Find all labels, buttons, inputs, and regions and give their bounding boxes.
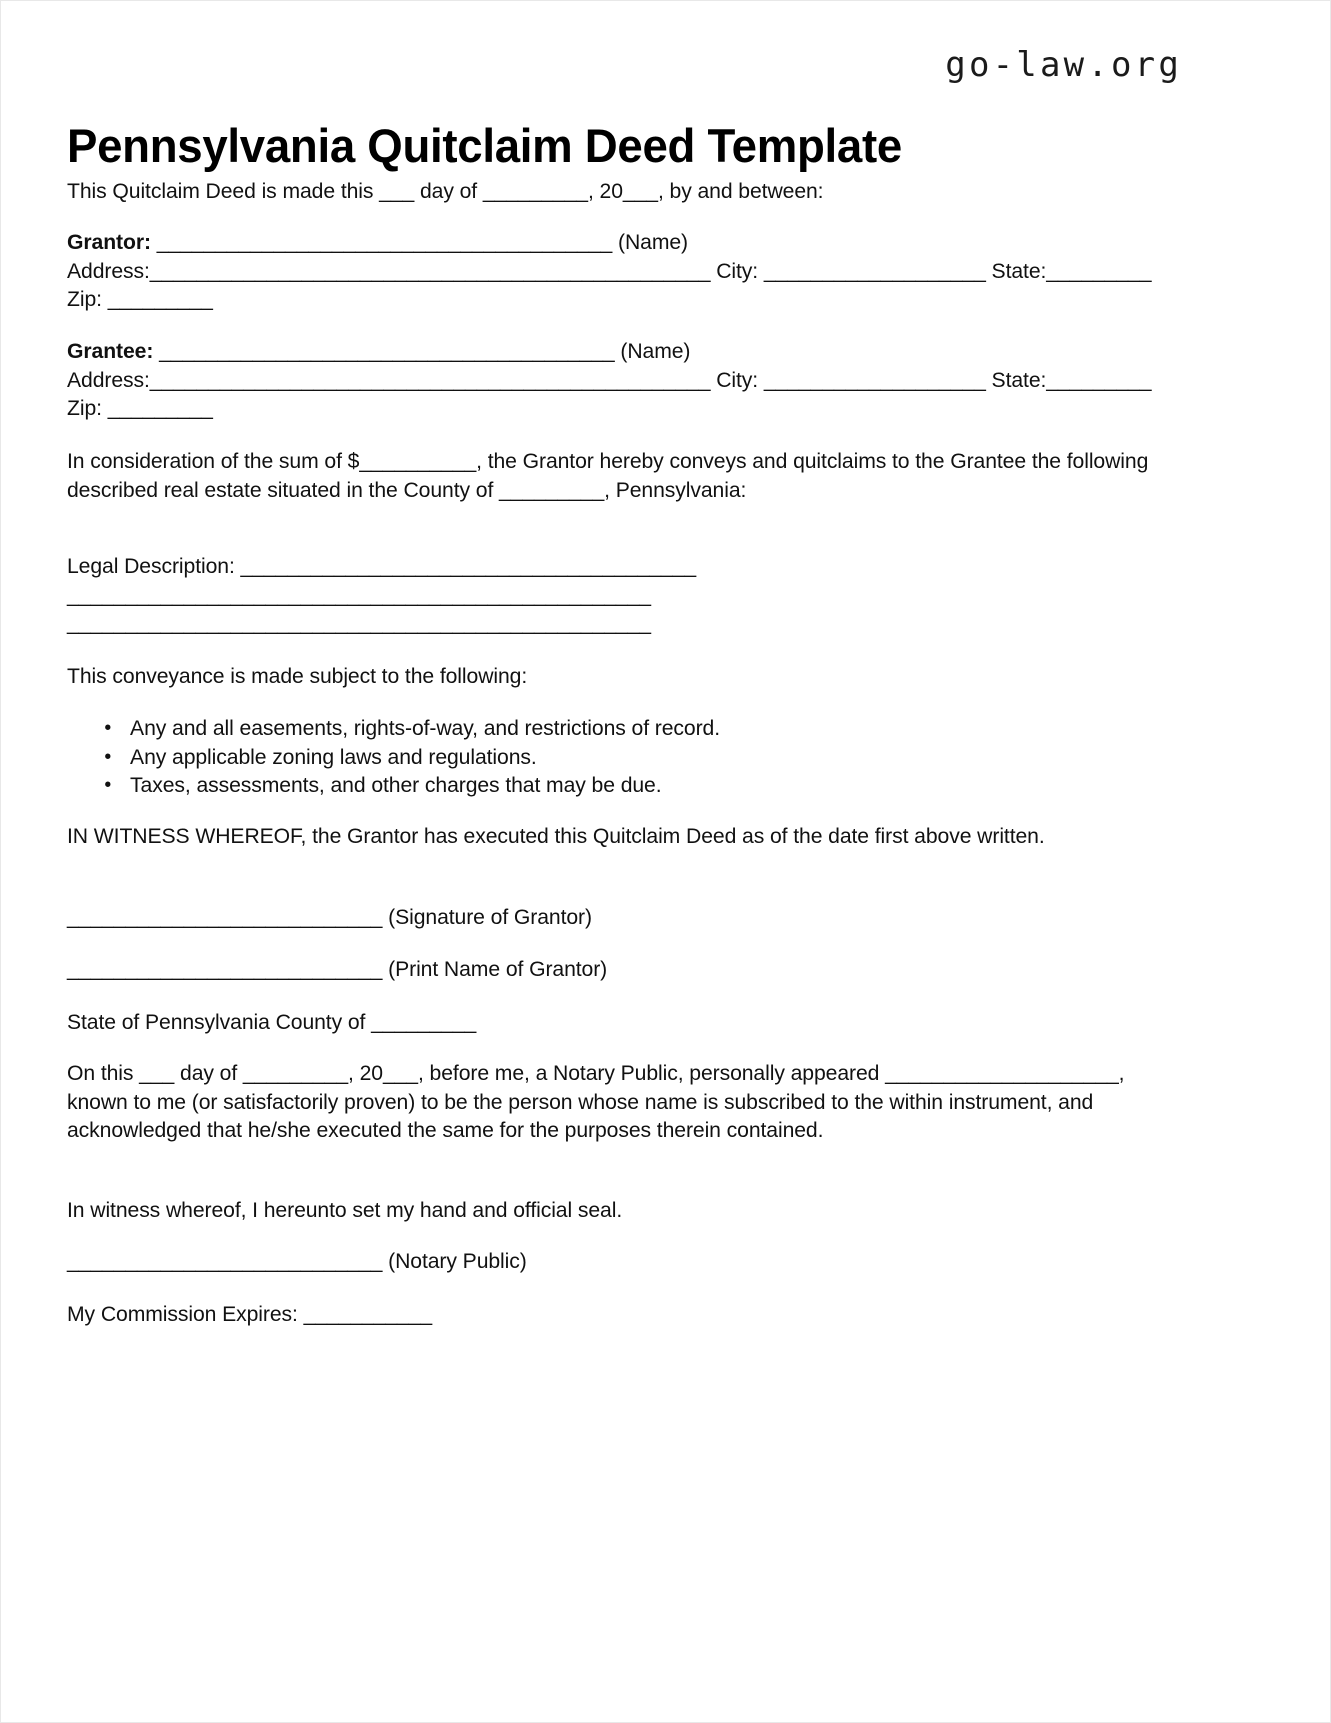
list-item-label: Any and all easements, rights-of-way, and restrictions of record. — [130, 716, 721, 740]
printname-grantor-caption: (Print Name of Grantor) — [388, 957, 608, 981]
grantor-city-blank[interactable]: ___________________ — [763, 258, 986, 283]
notary-seal-line — [67, 1196, 1160, 1225]
commission-expires-label: My Commission Expires: — [67, 1302, 304, 1326]
grantor-label: Grantor: — [67, 230, 151, 254]
legal-description-label: Legal Description: — [67, 554, 241, 578]
signature-grantor-row — [67, 903, 1160, 932]
legal-description-line-1 — [67, 552, 1160, 581]
legal-description-blank-3[interactable]: __________________________________________________ — [67, 611, 651, 635]
grantor-address-blank[interactable]: ________________________________________________ — [149, 258, 711, 283]
legal-description-block — [67, 552, 1160, 638]
notary-paragraph — [67, 1059, 1160, 1145]
conveyance-intro-text: This conveyance is made subject to the following: — [67, 664, 528, 688]
list-item — [130, 714, 1160, 743]
signature-grantor-line — [67, 903, 1160, 932]
commission-expires-row — [67, 1300, 1160, 1329]
list-item — [130, 743, 1160, 772]
grantor-name-caption: (Name) Address: — [67, 230, 689, 283]
grantor-block — [67, 228, 1160, 314]
intro-text: This Quitclaim Deed is made this ___ day of _________, 20___, by and between: — [67, 179, 824, 203]
list-item-label: Any applicable zoning laws and regulations. — [130, 744, 537, 769]
grantee-state-label: State: — [985, 367, 1047, 392]
conveyance-intro — [67, 662, 1160, 691]
grantee-block — [67, 337, 1160, 423]
grantee-address-blank[interactable]: ________________________________________________ — [149, 367, 711, 392]
grantor-lines — [67, 228, 1160, 314]
printname-grantor-blank[interactable]: ___________________________ — [67, 957, 389, 981]
consideration-text: In consideration of the sum of $__________, the Grantor hereby conveys and quitclaims to the Grantee the following described real estate situated in the County of _________, Pennsylvania: — [67, 449, 1149, 502]
grantee-name-blank[interactable]: _______________________________________ — [153, 339, 621, 363]
list-item — [130, 771, 1160, 800]
grantor-zip-label: Zip: — [67, 287, 108, 311]
printname-grantor-row — [67, 955, 1160, 984]
conveyance-list-block — [67, 714, 1160, 800]
notary-public-caption: (Notary Public) — [388, 1249, 527, 1273]
list-item-label: Taxes, assessments, and other charges that may be due. — [130, 773, 662, 797]
conveyance-list — [67, 714, 1160, 800]
grantor-zip-blank[interactable]: _________ — [107, 287, 213, 311]
grantee-city-blank[interactable]: ___________________ — [763, 367, 986, 392]
notary-public-row — [67, 1247, 1160, 1276]
notary-paragraph-text: On this ___ day of _________, 20___, before me, a Notary Public, personally appeared ____________________, known to me (or satisfactorily proven) to be the person whose name is subscribed to the within instrument, and acknowledged that he/she executed the same for the purposes therein contained. — [67, 1061, 1125, 1142]
intro-paragraph — [67, 177, 1160, 206]
commission-expires-blank[interactable]: ___________ — [303, 1302, 433, 1326]
grantee-lines — [67, 337, 1160, 423]
consideration-paragraph — [67, 447, 1160, 504]
notary-public-line — [67, 1247, 1160, 1276]
go-law-watermark: go-law.org — [945, 45, 1182, 85]
signature-grantor-caption: (Signature of Grantor) — [388, 905, 592, 929]
notary-seal-text: In witness whereof, I hereunto set my hand and official seal. — [67, 1198, 623, 1222]
notary-public-blank[interactable]: ___________________________ — [67, 1249, 389, 1273]
grantee-name-caption: (Name) Address: — [67, 339, 691, 392]
grantor-state-label: State: — [985, 258, 1047, 283]
grantee-state-blank[interactable]: _________ — [1046, 367, 1152, 392]
commission-expires-line — [67, 1300, 1160, 1329]
signature-grantor-blank[interactable]: ___________________________ — [67, 905, 389, 929]
grantor-state-blank[interactable]: _________ — [1046, 258, 1152, 283]
printname-grantor-line — [67, 955, 1160, 984]
state-county-text: State of Pennsylvania County of _________ — [67, 1010, 477, 1034]
grantee-zip-blank[interactable]: _________ — [107, 396, 213, 420]
legal-description-blank-2[interactable]: __________________________________________________ — [67, 582, 651, 607]
legal-description-blank-1[interactable]: _______________________________________ — [240, 554, 697, 578]
grantee-zip-label: Zip: — [67, 396, 108, 420]
grantee-city-label: City: — [710, 367, 764, 392]
grantee-label: Grantee: — [67, 339, 154, 363]
state-county-line — [67, 1008, 1160, 1037]
grantor-city-label: City: — [710, 258, 764, 283]
witness-clause-text: IN WITNESS WHEREOF, the Grantor has executed this Quitclaim Deed as of the date first above written. — [67, 824, 1045, 848]
grantor-name-blank[interactable]: _______________________________________ — [150, 230, 618, 254]
witness-clause — [67, 822, 1160, 851]
page-title: Pennsylvania Quitclaim Deed Template — [67, 119, 902, 173]
